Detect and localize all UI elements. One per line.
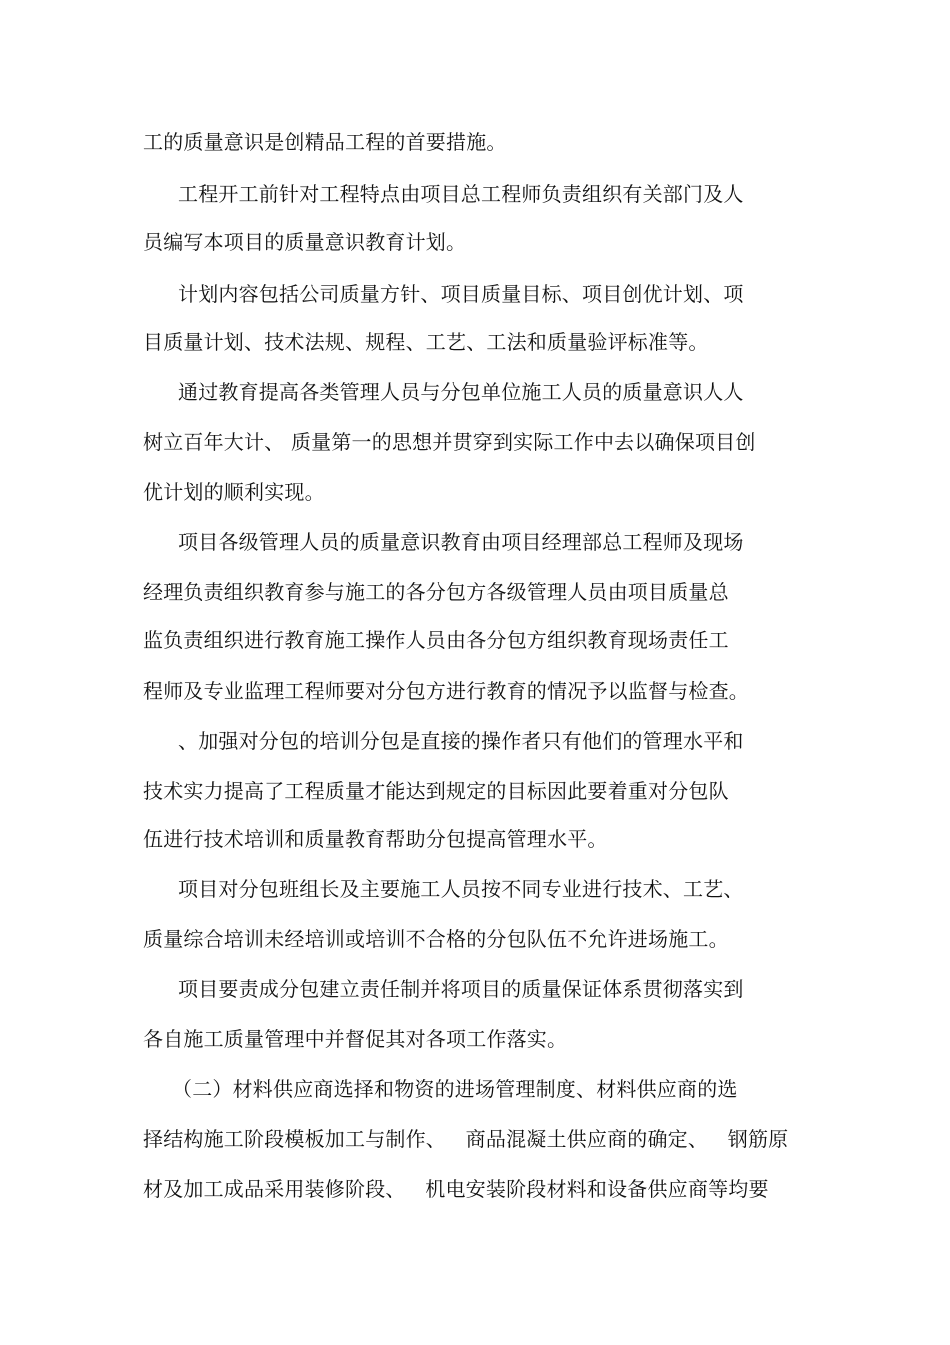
text-line-19: 各自施工质量管理中并督促其对各项工作落实。 [143, 1027, 568, 1051]
text-line-7: 树立百年大计、 质量第一的思想并贯穿到实际工作中去以确保项目创 [143, 430, 756, 454]
text-line-22: 材及加工成品采用装修阶段、 机电安装阶段材料和设备供应商等均要 [143, 1177, 769, 1201]
text-line-3: 员编写本项目的质量意识教育计划。 [143, 230, 467, 254]
text-line-16: 项目对分包班组长及主要施工人员按不同专业进行技术、工艺、 [178, 877, 744, 901]
text-line-11: 监负责组织进行教育施工操作人员由各分包方组织教育现场责任工 [143, 628, 729, 652]
text-line-20: （二）材料供应商选择和物资的进场管理制度、材料供应商的选 [172, 1077, 738, 1101]
text-line-15: 伍进行技术培训和质量教育帮助分包提高管理水平。 [143, 827, 608, 851]
text-line-8: 优计划的顺利实现。 [143, 480, 325, 504]
text-line-14: 技术实力提高了工程质量才能达到规定的目标因此要着重对分包队 [143, 779, 729, 803]
text-line-10: 经理负责组织教育参与施工的各分包方各级管理人员由项目质量总 [143, 580, 729, 604]
text-line-5: 目质量计划、技术法规、规程、工艺、工法和质量验评标准等。 [143, 330, 709, 354]
text-line-18: 项目要责成分包建立责任制并将项目的质量保证体系贯彻落实到 [178, 977, 744, 1001]
text-line-12: 程师及专业监理工程师要对分包方进行教育的情况予以监督与检查。 [143, 679, 749, 703]
text-line-6: 通过教育提高各类管理人员与分包单位施工人员的质量意识人人 [178, 380, 744, 404]
text-line-21: 择结构施工阶段模板加工与制作、 商品混凝土供应商的确定、 钢筋原 [143, 1127, 789, 1151]
text-line-13: 、加强对分包的培训分包是直接的操作者只有他们的管理水平和 [178, 729, 744, 753]
text-line-4: 计划内容包括公司质量方针、项目质量目标、项目创优计划、项 [178, 282, 744, 306]
text-line-1: 工的质量意识是创精品工程的首要措施。 [143, 130, 507, 154]
text-line-9: 项目各级管理人员的质量意识教育由项目经理部总工程师及现场 [178, 530, 744, 554]
text-line-17: 质量综合培训未经培训或培训不合格的分包队伍不允许进场施工。 [143, 927, 729, 951]
text-line-2: 工程开工前针对工程特点由项目总工程师负责组织有关部门及人 [178, 182, 744, 206]
